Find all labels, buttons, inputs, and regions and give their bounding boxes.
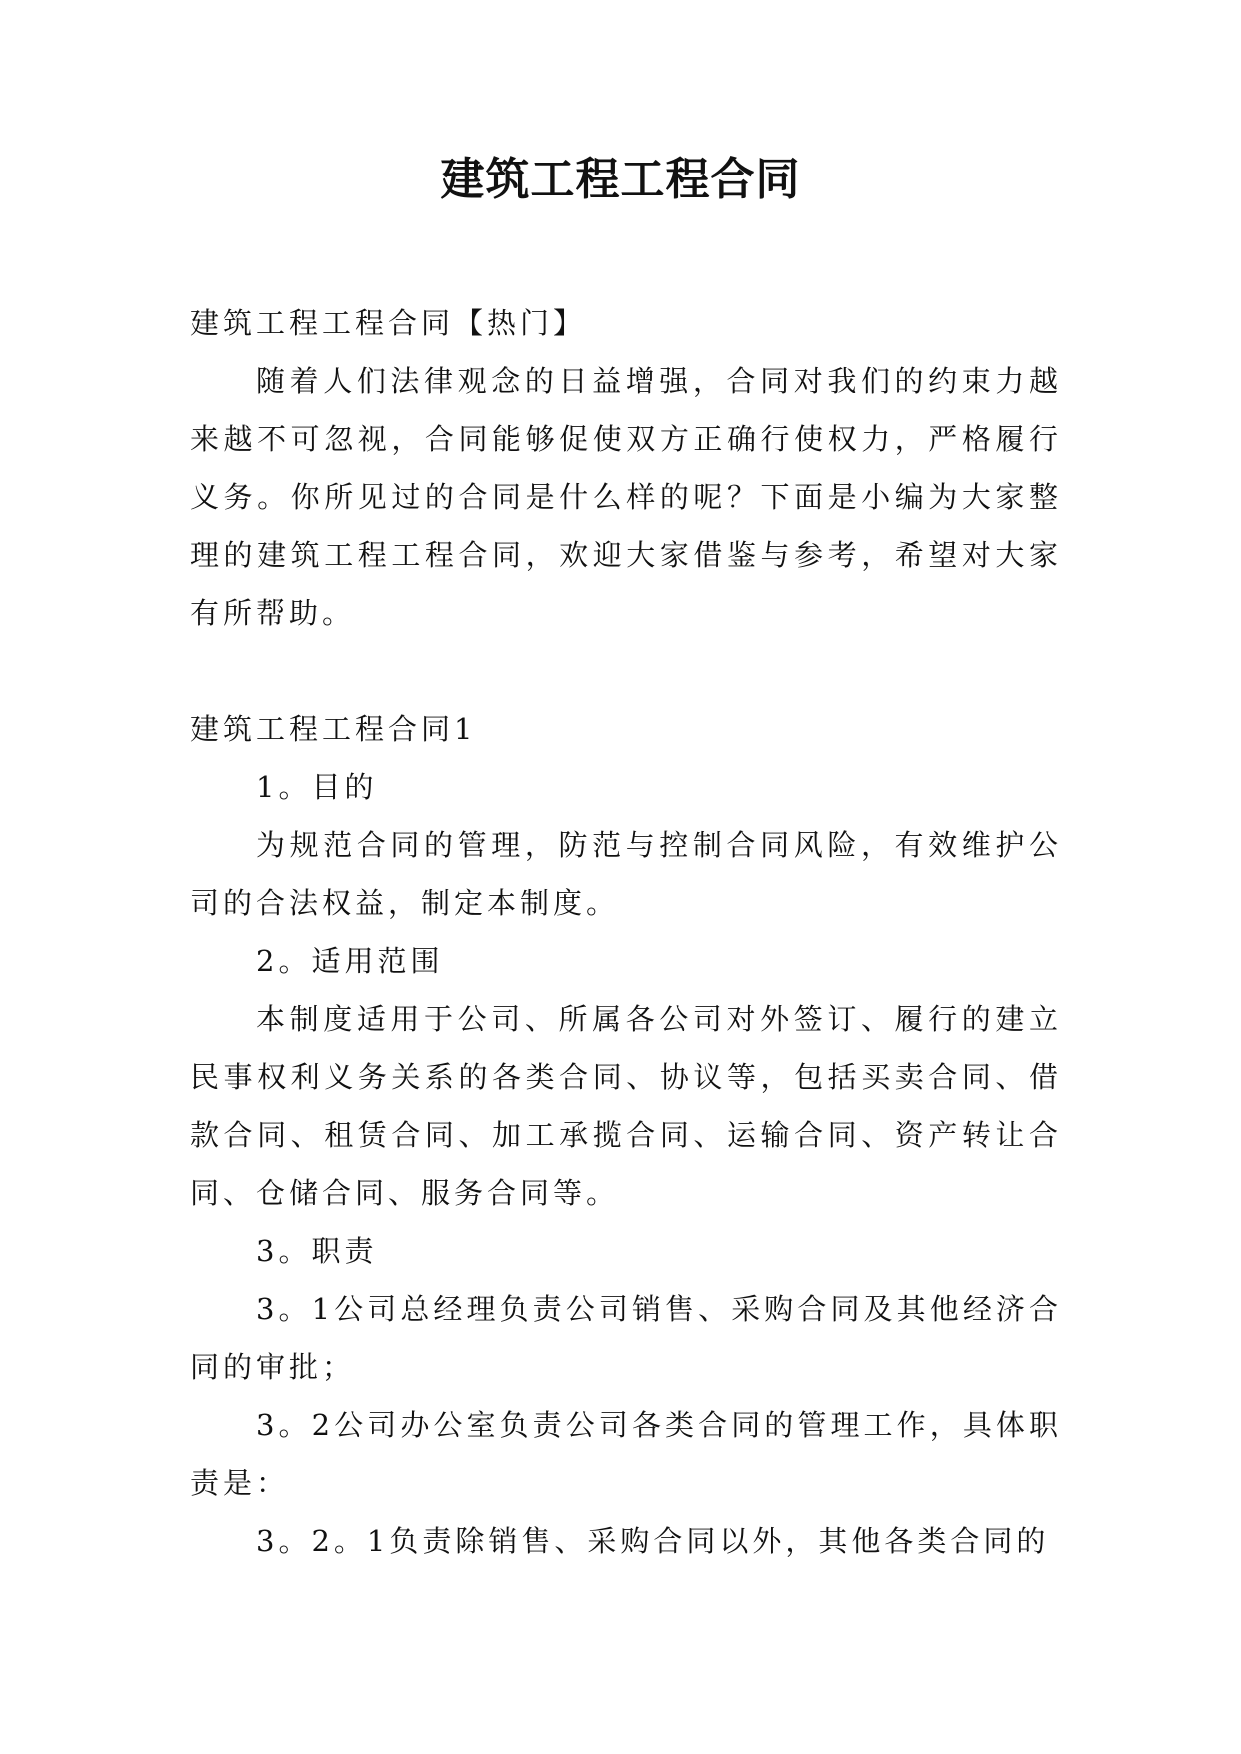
clause-heading-duties: 3。职责	[256, 1234, 378, 1268]
clause-heading-scope: 2。适用范围	[256, 944, 444, 978]
section-heading: 建筑工程工程合同1	[190, 712, 477, 746]
clause-text-purpose: 为规范合同的管理，防范与控制合同风险，有效维护公司的合法权益，制定本制度。	[190, 828, 1062, 920]
clause-heading-purpose: 1。目的	[256, 770, 378, 804]
clause-text-3-2-1: 3。2。1负责除销售、采购合同以外，其他各类合同的	[256, 1524, 1050, 1558]
document-body	[190, 294, 1062, 1570]
intro-paragraph: 随着人们法律观念的日益增强，合同对我们的约束力越来越不可忽视，合同能够促使双方正确行使权力，严格履行义务。你所见过的合同是什么样的呢？下面是小编为大家整理的建筑工程工程合同，欢迎大家借鉴与参考，希望对大家有所帮助。	[190, 364, 1062, 630]
paragraph-gap	[190, 642, 1062, 700]
subtitle-line: 建筑工程工程合同【热门】	[190, 306, 587, 340]
document-title: 建筑工程工程合同	[440, 154, 801, 205]
clause-text-3-1: 3。1公司总经理负责公司销售、采购合同及其他经济合同的审批；	[190, 1292, 1062, 1384]
clause-text-3-2: 3。2公司办公室负责公司各类合同的管理工作，具体职责是：	[190, 1408, 1062, 1500]
clause-text-scope: 本制度适用于公司、所属各公司对外签订、履行的建立民事权利义务关系的各类合同、协议等，包括买卖合同、借款合同、租赁合同、加工承揽合同、运输合同、资产转让合同、仓储合同、服务合同等。	[190, 1002, 1062, 1210]
